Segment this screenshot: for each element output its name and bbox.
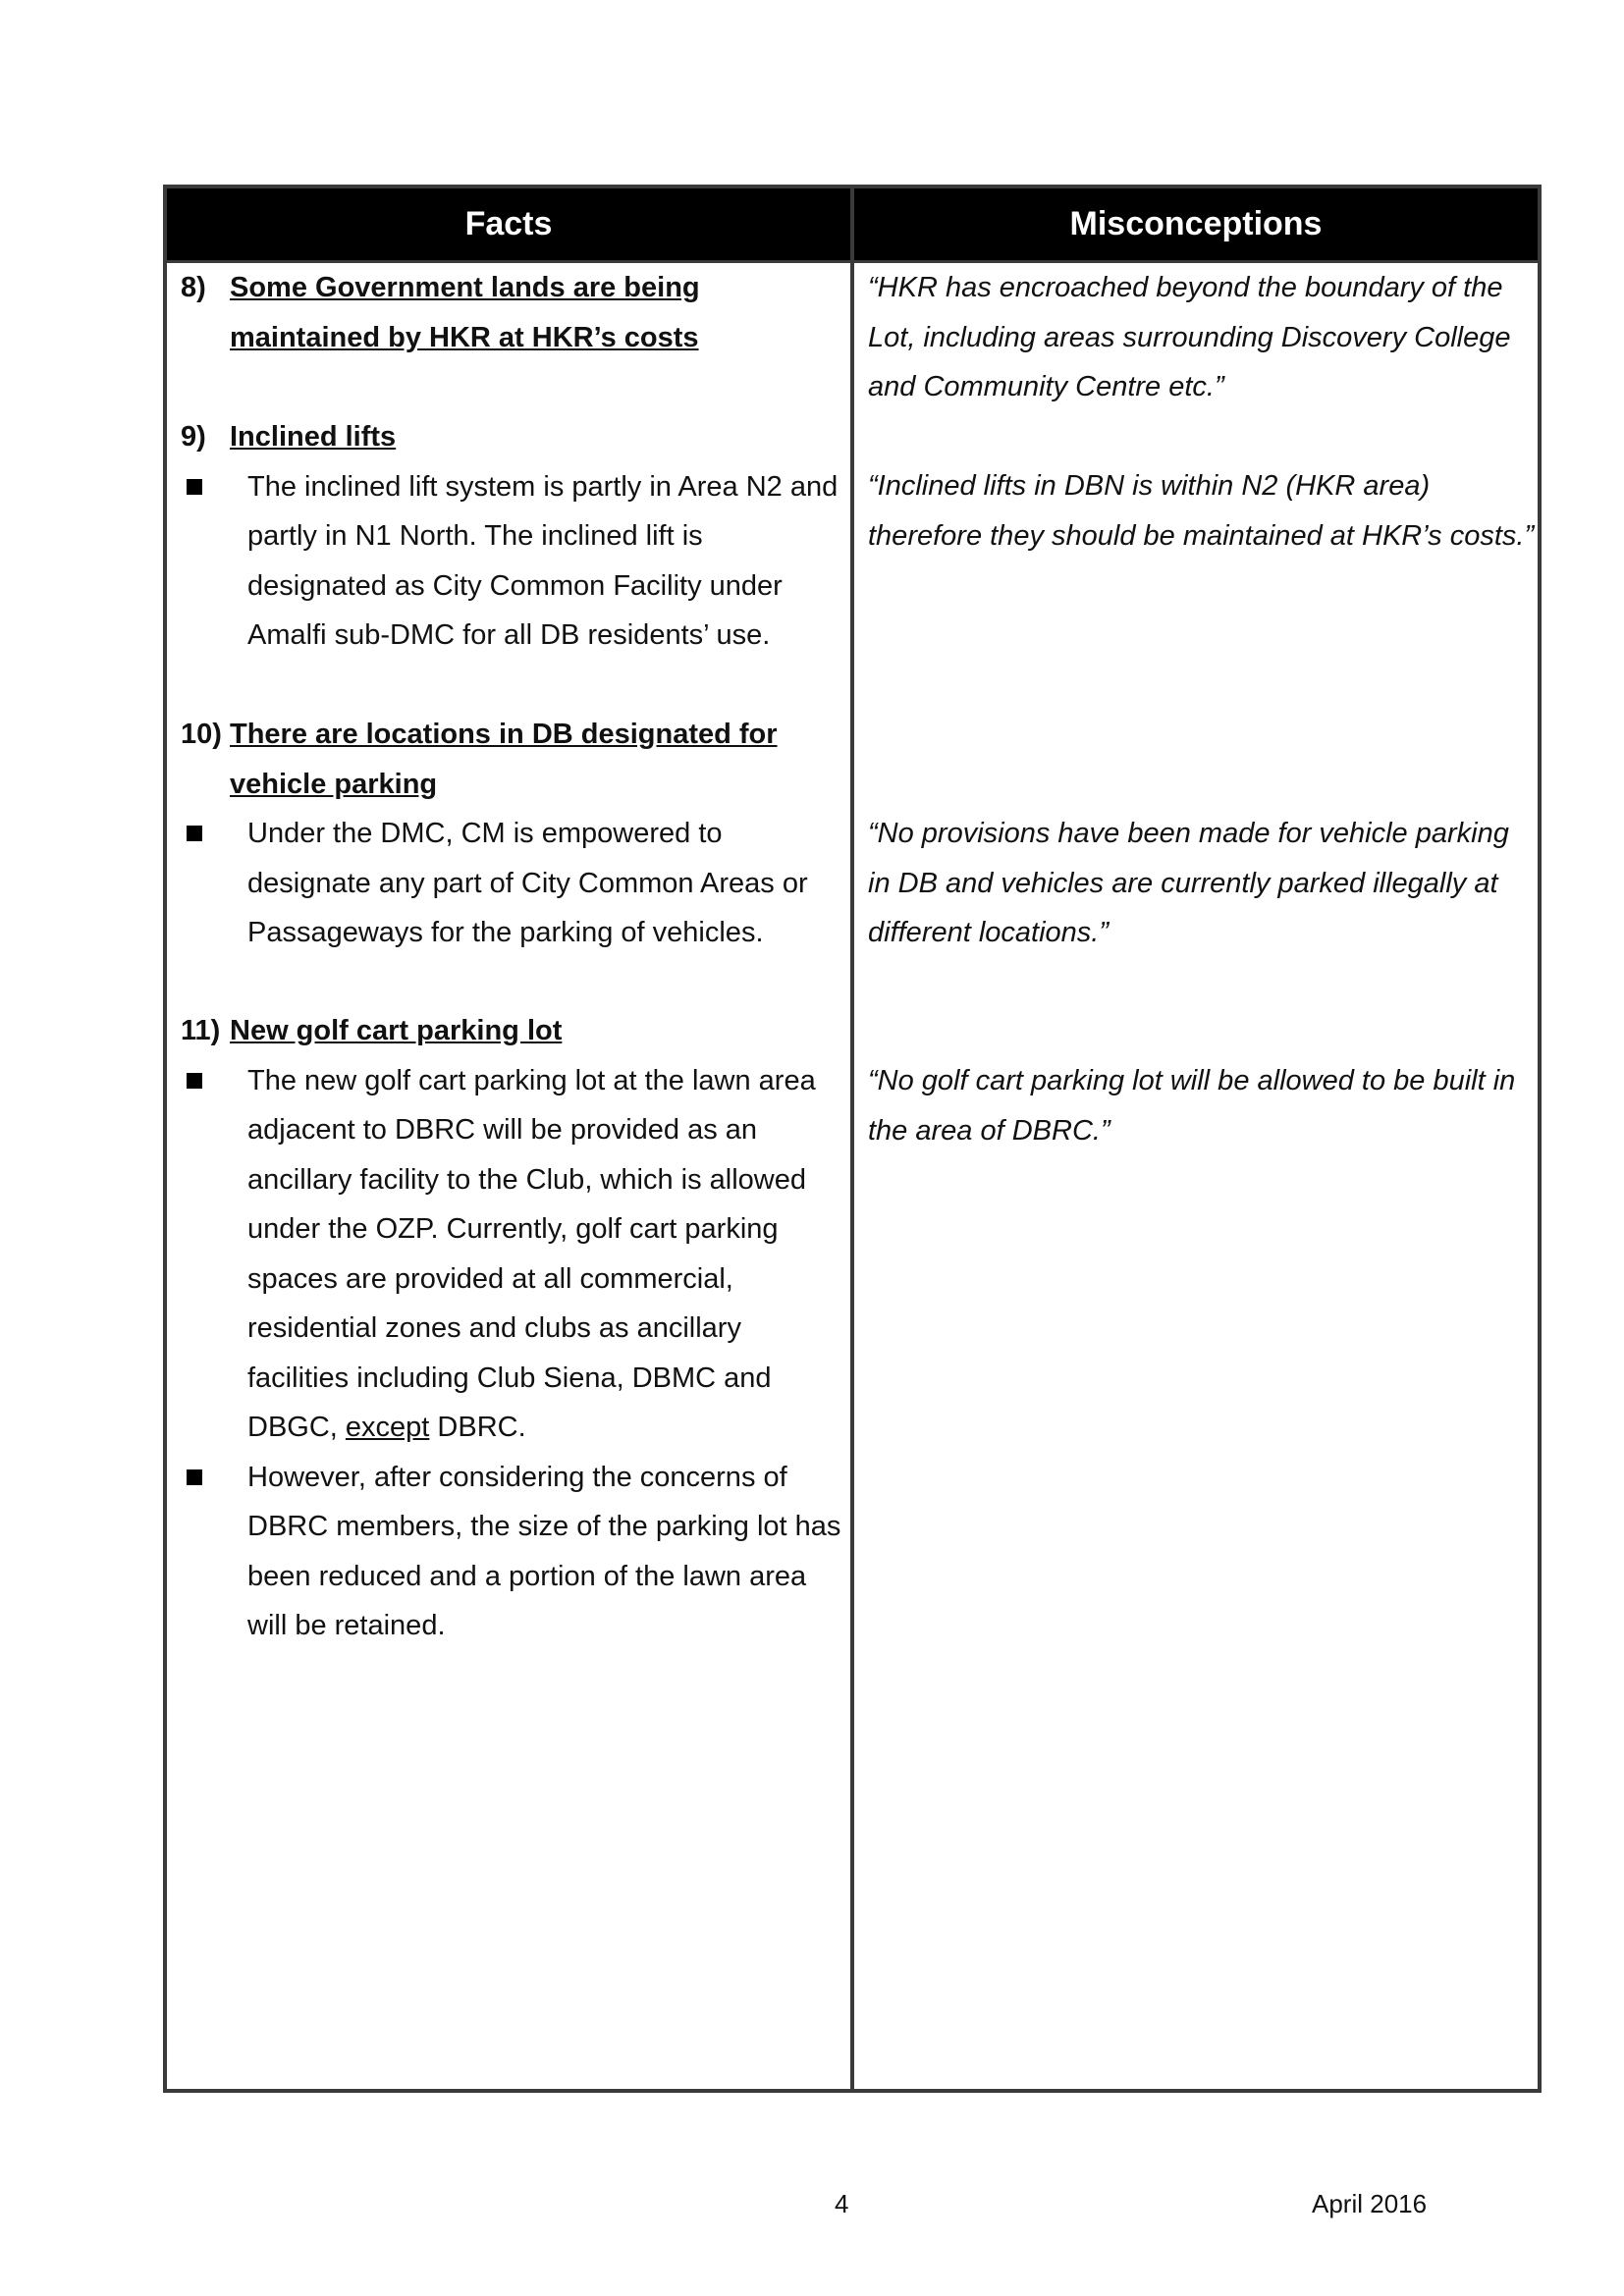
item-number: 10)	[181, 719, 222, 750]
underlined-word: except	[345, 1412, 430, 1443]
misconception-8: “HKR has encroached beyond the boundary of the Lot, including areas surrounding Discovery College and Community Centre etc.”	[868, 272, 1511, 402]
misconception-10: “No provisions have been made for vehicle parking in DB and vehicles are currently parked illegally at different locations.”	[868, 818, 1509, 948]
bullet-text: The new golf cart parking lot at the lawn area adjacent to DBRC will be provided as an ancillary facility to the Club, which is allowed under the OZP. Currently, golf cart parking spaces are provided at all commercial, residential zones and clubs as ancillary facilities including Club Siena, DBMC and DBGC, except DBRC.	[247, 1064, 816, 1443]
footer-date: April 2016	[1312, 2189, 1428, 2218]
misconception-11: “No golf cart parking lot will be allowed to be built in the area of DBRC.”	[868, 1065, 1516, 1147]
bullet-text: However, after considering the concerns of DBRC members, the size of the parking lot has been reduced and a portion of the lawn area will be retained.	[247, 1461, 841, 1641]
facts-header: Facts	[167, 188, 854, 263]
item-number: 9)	[181, 421, 206, 453]
misconception-9: “Inclined lifts in DBN is within N2 (HKR area) therefore they should be maintained at HKR’s costs.”	[868, 470, 1535, 552]
item-title: Some Government lands are being maintained by HKR at HKR’s costs	[230, 272, 700, 353]
fact-item-10	[167, 710, 846, 958]
bullet-text: Under the DMC, CM is empowered to designate any part of City Common Areas or Passageways for the parking of vehicles.	[247, 818, 808, 948]
fact-item-11	[167, 1006, 846, 1651]
square-bullet-icon	[187, 1469, 202, 1485]
square-bullet-icon	[187, 479, 202, 495]
bullet-text: The inclined lift system is partly in Area N2 and partly in N1 North. The inclined lift is designated as City Common Facility under Amalfi sub-DMC for all DB residents’ use.	[247, 470, 839, 651]
item-title: New golf cart parking lot	[230, 1015, 563, 1046]
misconceptions-header: Misconceptions	[854, 188, 1538, 263]
square-bullet-icon	[187, 1073, 202, 1089]
item-title: Inclined lifts	[230, 421, 397, 453]
misconceptions-column	[854, 263, 1538, 2089]
fact-item-9	[167, 412, 846, 661]
facts-column	[167, 263, 854, 2089]
facts-misconceptions-table	[163, 185, 1542, 2093]
item-number: 8)	[181, 272, 206, 303]
item-number: 11)	[181, 1015, 221, 1046]
page-number: 4	[835, 2189, 849, 2218]
fact-item-8	[167, 263, 839, 362]
item-title: There are locations in DB designated for vehicle parking	[230, 719, 778, 800]
square-bullet-icon	[187, 826, 202, 841]
